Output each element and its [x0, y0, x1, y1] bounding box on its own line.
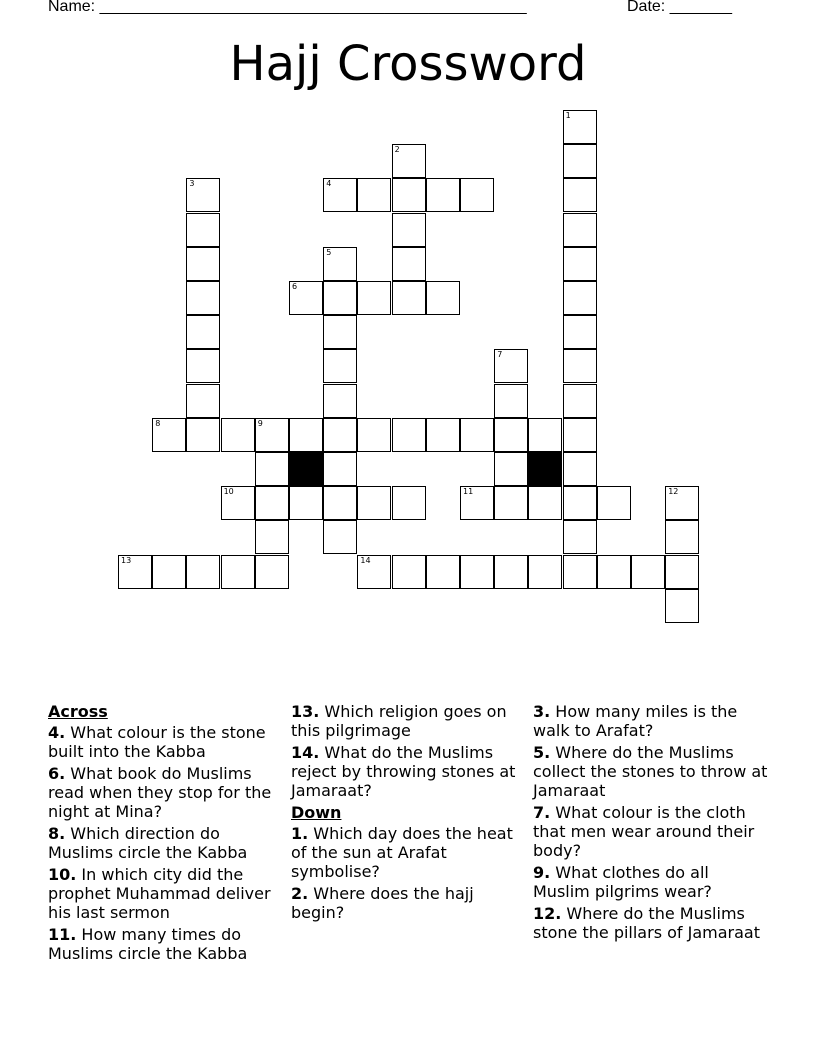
section-heading: Across: [48, 702, 108, 721]
clue-text: How many miles is the walk to Arafat?: [533, 702, 738, 740]
grid-cell[interactable]: [152, 418, 186, 452]
grid-cell[interactable]: [563, 178, 597, 212]
grid-cell[interactable]: [392, 144, 426, 178]
clue-number: 9: [257, 418, 263, 428]
grid-cell[interactable]: [186, 281, 220, 315]
clue-number-label: 14.: [291, 743, 320, 762]
grid-cell[interactable]: [563, 384, 597, 418]
grid-cell[interactable]: [186, 555, 220, 589]
clue-number: 7: [497, 350, 503, 360]
clue-item: [533, 904, 768, 942]
grid-cell[interactable]: [665, 555, 699, 589]
page-title: Hajj Crossword: [229, 36, 587, 92]
clue-text: What clothes do all Muslim pilgrims wear?: [533, 863, 712, 901]
clue-column-1: [48, 702, 283, 966]
clue-text: Where do the Muslims collect the stones to throw at Jamaraat: [533, 743, 768, 800]
clue-text: Where do the Muslims stone the pillars of Jamaraat: [533, 904, 760, 942]
grid-cell[interactable]: [323, 418, 357, 452]
clue-text: How many times do Muslims circle the Kabba: [48, 925, 248, 963]
clue-number-label: 1.: [291, 824, 309, 843]
grid-cell[interactable]: [426, 281, 460, 315]
grid-cell[interactable]: [186, 418, 220, 452]
grid-cell[interactable]: [323, 315, 357, 349]
grid-cell[interactable]: [323, 452, 357, 486]
grid-cell[interactable]: [221, 418, 255, 452]
grid-cell[interactable]: [323, 281, 357, 315]
grid-cell[interactable]: [392, 486, 426, 520]
grid-cell[interactable]: [494, 452, 528, 486]
grid-cell[interactable]: [563, 555, 597, 589]
grid-cell[interactable]: [323, 486, 357, 520]
section-heading: Down: [291, 803, 342, 822]
grid-cell[interactable]: [563, 315, 597, 349]
clue-item: [533, 743, 768, 800]
grid-cell[interactable]: [392, 555, 426, 589]
grid-cell[interactable]: [597, 555, 631, 589]
clue-text: What do the Muslims reject by throwing stones at Jamaraat?: [291, 743, 516, 800]
grid-cell[interactable]: [494, 349, 528, 383]
grid-cell[interactable]: [563, 281, 597, 315]
clue-text: In which city did the prophet Muhammad deliver his last sermon: [48, 865, 271, 922]
grid-cell[interactable]: [255, 452, 289, 486]
clue-text: Which day does the heat of the sun at Arafat symbolise?: [291, 824, 513, 881]
clue-column-3: [533, 702, 768, 945]
grid-cell[interactable]: [563, 452, 597, 486]
grid-cell[interactable]: [186, 349, 220, 383]
grid-cell[interactable]: [186, 213, 220, 247]
clue-number: 12: [668, 487, 679, 497]
grid-cell[interactable]: [357, 418, 391, 452]
grid-cell[interactable]: [392, 281, 426, 315]
grid-cell[interactable]: [255, 555, 289, 589]
grid-cell[interactable]: [323, 520, 357, 554]
clue-number: 8: [155, 418, 161, 428]
clue-item: [533, 863, 768, 901]
grid-cell[interactable]: [255, 486, 289, 520]
clue-number: 6: [292, 282, 298, 291]
grid-cell[interactable]: [357, 555, 391, 589]
grid-cell[interactable]: [494, 384, 528, 418]
clue-item: [48, 824, 283, 862]
clue-item: [291, 824, 526, 881]
clue-item: [48, 723, 283, 761]
clue-number: 4: [326, 179, 332, 189]
grid-cell[interactable]: [357, 178, 391, 212]
grid-cell[interactable]: [460, 486, 494, 520]
grid-cell[interactable]: [255, 520, 289, 554]
grid-cell[interactable]: [186, 247, 220, 281]
black-square: [289, 452, 323, 486]
grid-cell[interactable]: [221, 555, 255, 589]
grid-cell[interactable]: [392, 418, 426, 452]
grid-cell[interactable]: [563, 247, 597, 281]
clue-number-label: 13.: [291, 702, 320, 721]
clue-column-2: [291, 702, 526, 925]
grid-cell[interactable]: [460, 418, 494, 452]
grid-cell[interactable]: [255, 418, 289, 452]
clue-number-label: 4.: [48, 723, 66, 742]
clue-number: 1: [565, 111, 571, 120]
grid-cell[interactable]: [152, 555, 186, 589]
name-field-label: Name: ________________________________________________: [48, 0, 527, 15]
clue-text: What book do Muslims read when they stop for the night at Mina?: [48, 764, 272, 821]
black-square: [528, 452, 562, 486]
clue-text: What colour is the cloth that men wear around their body?: [533, 803, 755, 860]
date-field-label: Date: _______: [627, 0, 732, 15]
clue-number: 14: [360, 555, 371, 565]
clue-number: 2: [394, 145, 400, 155]
grid-cell[interactable]: [323, 178, 357, 212]
grid-cell[interactable]: [323, 349, 357, 383]
clue-text: Which direction do Muslims circle the Kabba: [48, 824, 248, 862]
grid-cell[interactable]: [323, 384, 357, 418]
grid-cell[interactable]: [665, 589, 699, 623]
grid-cell[interactable]: [357, 281, 391, 315]
clue-item: [48, 865, 283, 922]
clue-number: 3: [189, 179, 195, 189]
clue-item: [48, 764, 283, 821]
grid-cell[interactable]: [426, 418, 460, 452]
clue-number-label: 6.: [48, 764, 66, 783]
clue-item: [533, 702, 768, 740]
grid-cell[interactable]: [460, 178, 494, 212]
grid-cell[interactable]: [563, 486, 597, 520]
grid-cell[interactable]: [186, 315, 220, 349]
clue-item: [291, 884, 526, 922]
grid-cell[interactable]: [289, 486, 323, 520]
clue-number-label: 2.: [291, 884, 309, 903]
clue-number-label: 3.: [533, 702, 551, 721]
grid-cell[interactable]: [665, 486, 699, 520]
grid-cell[interactable]: [426, 178, 460, 212]
grid-cell[interactable]: [221, 486, 255, 520]
clue-text: What colour is the stone built into the Kabba: [48, 723, 266, 761]
grid-cell[interactable]: [118, 555, 152, 589]
grid-cell[interactable]: [494, 418, 528, 452]
grid-cell[interactable]: [392, 213, 426, 247]
clue-number: 10: [223, 487, 234, 497]
clue-number-label: 7.: [533, 803, 551, 822]
clue-text: Where does the hajj begin?: [291, 884, 474, 922]
clue-number: 11: [463, 487, 474, 497]
grid-cell[interactable]: [563, 520, 597, 554]
grid-cell[interactable]: [426, 555, 460, 589]
grid-cell[interactable]: [528, 555, 562, 589]
clue-number-label: 5.: [533, 743, 551, 762]
clue-number-label: 9.: [533, 863, 551, 882]
grid-cell[interactable]: [494, 486, 528, 520]
grid-cell[interactable]: [460, 555, 494, 589]
grid-cell[interactable]: [392, 247, 426, 281]
grid-cell[interactable]: [563, 349, 597, 383]
clue-number-label: 10.: [48, 865, 77, 884]
grid-cell[interactable]: [494, 555, 528, 589]
grid-cell[interactable]: [597, 486, 631, 520]
grid-cell[interactable]: [528, 486, 562, 520]
grid-cell[interactable]: [323, 247, 357, 281]
clue-item: [533, 803, 768, 860]
clue-number: 13: [121, 555, 132, 565]
clue-item: [291, 702, 526, 740]
grid-cell[interactable]: [563, 110, 597, 144]
grid-cell[interactable]: [392, 178, 426, 212]
grid-cell[interactable]: [528, 418, 562, 452]
grid-cell[interactable]: [563, 213, 597, 247]
grid-cell[interactable]: [357, 486, 391, 520]
grid-cell[interactable]: [186, 178, 220, 212]
clue-item: [291, 743, 526, 800]
clue-text: Which religion goes on this pilgrimage: [291, 702, 507, 740]
clue-item: [48, 925, 283, 963]
grid-cell[interactable]: [665, 520, 699, 554]
grid-cell[interactable]: [186, 384, 220, 418]
clue-number-label: 11.: [48, 925, 77, 944]
clue-number-label: 8.: [48, 824, 66, 843]
grid-cell[interactable]: [289, 418, 323, 452]
grid-cell[interactable]: [563, 144, 597, 178]
clue-number-label: 12.: [533, 904, 562, 923]
grid-cell[interactable]: [563, 418, 597, 452]
grid-cell[interactable]: [289, 281, 323, 315]
clue-number: 5: [326, 247, 332, 257]
grid-cell[interactable]: [631, 555, 665, 589]
